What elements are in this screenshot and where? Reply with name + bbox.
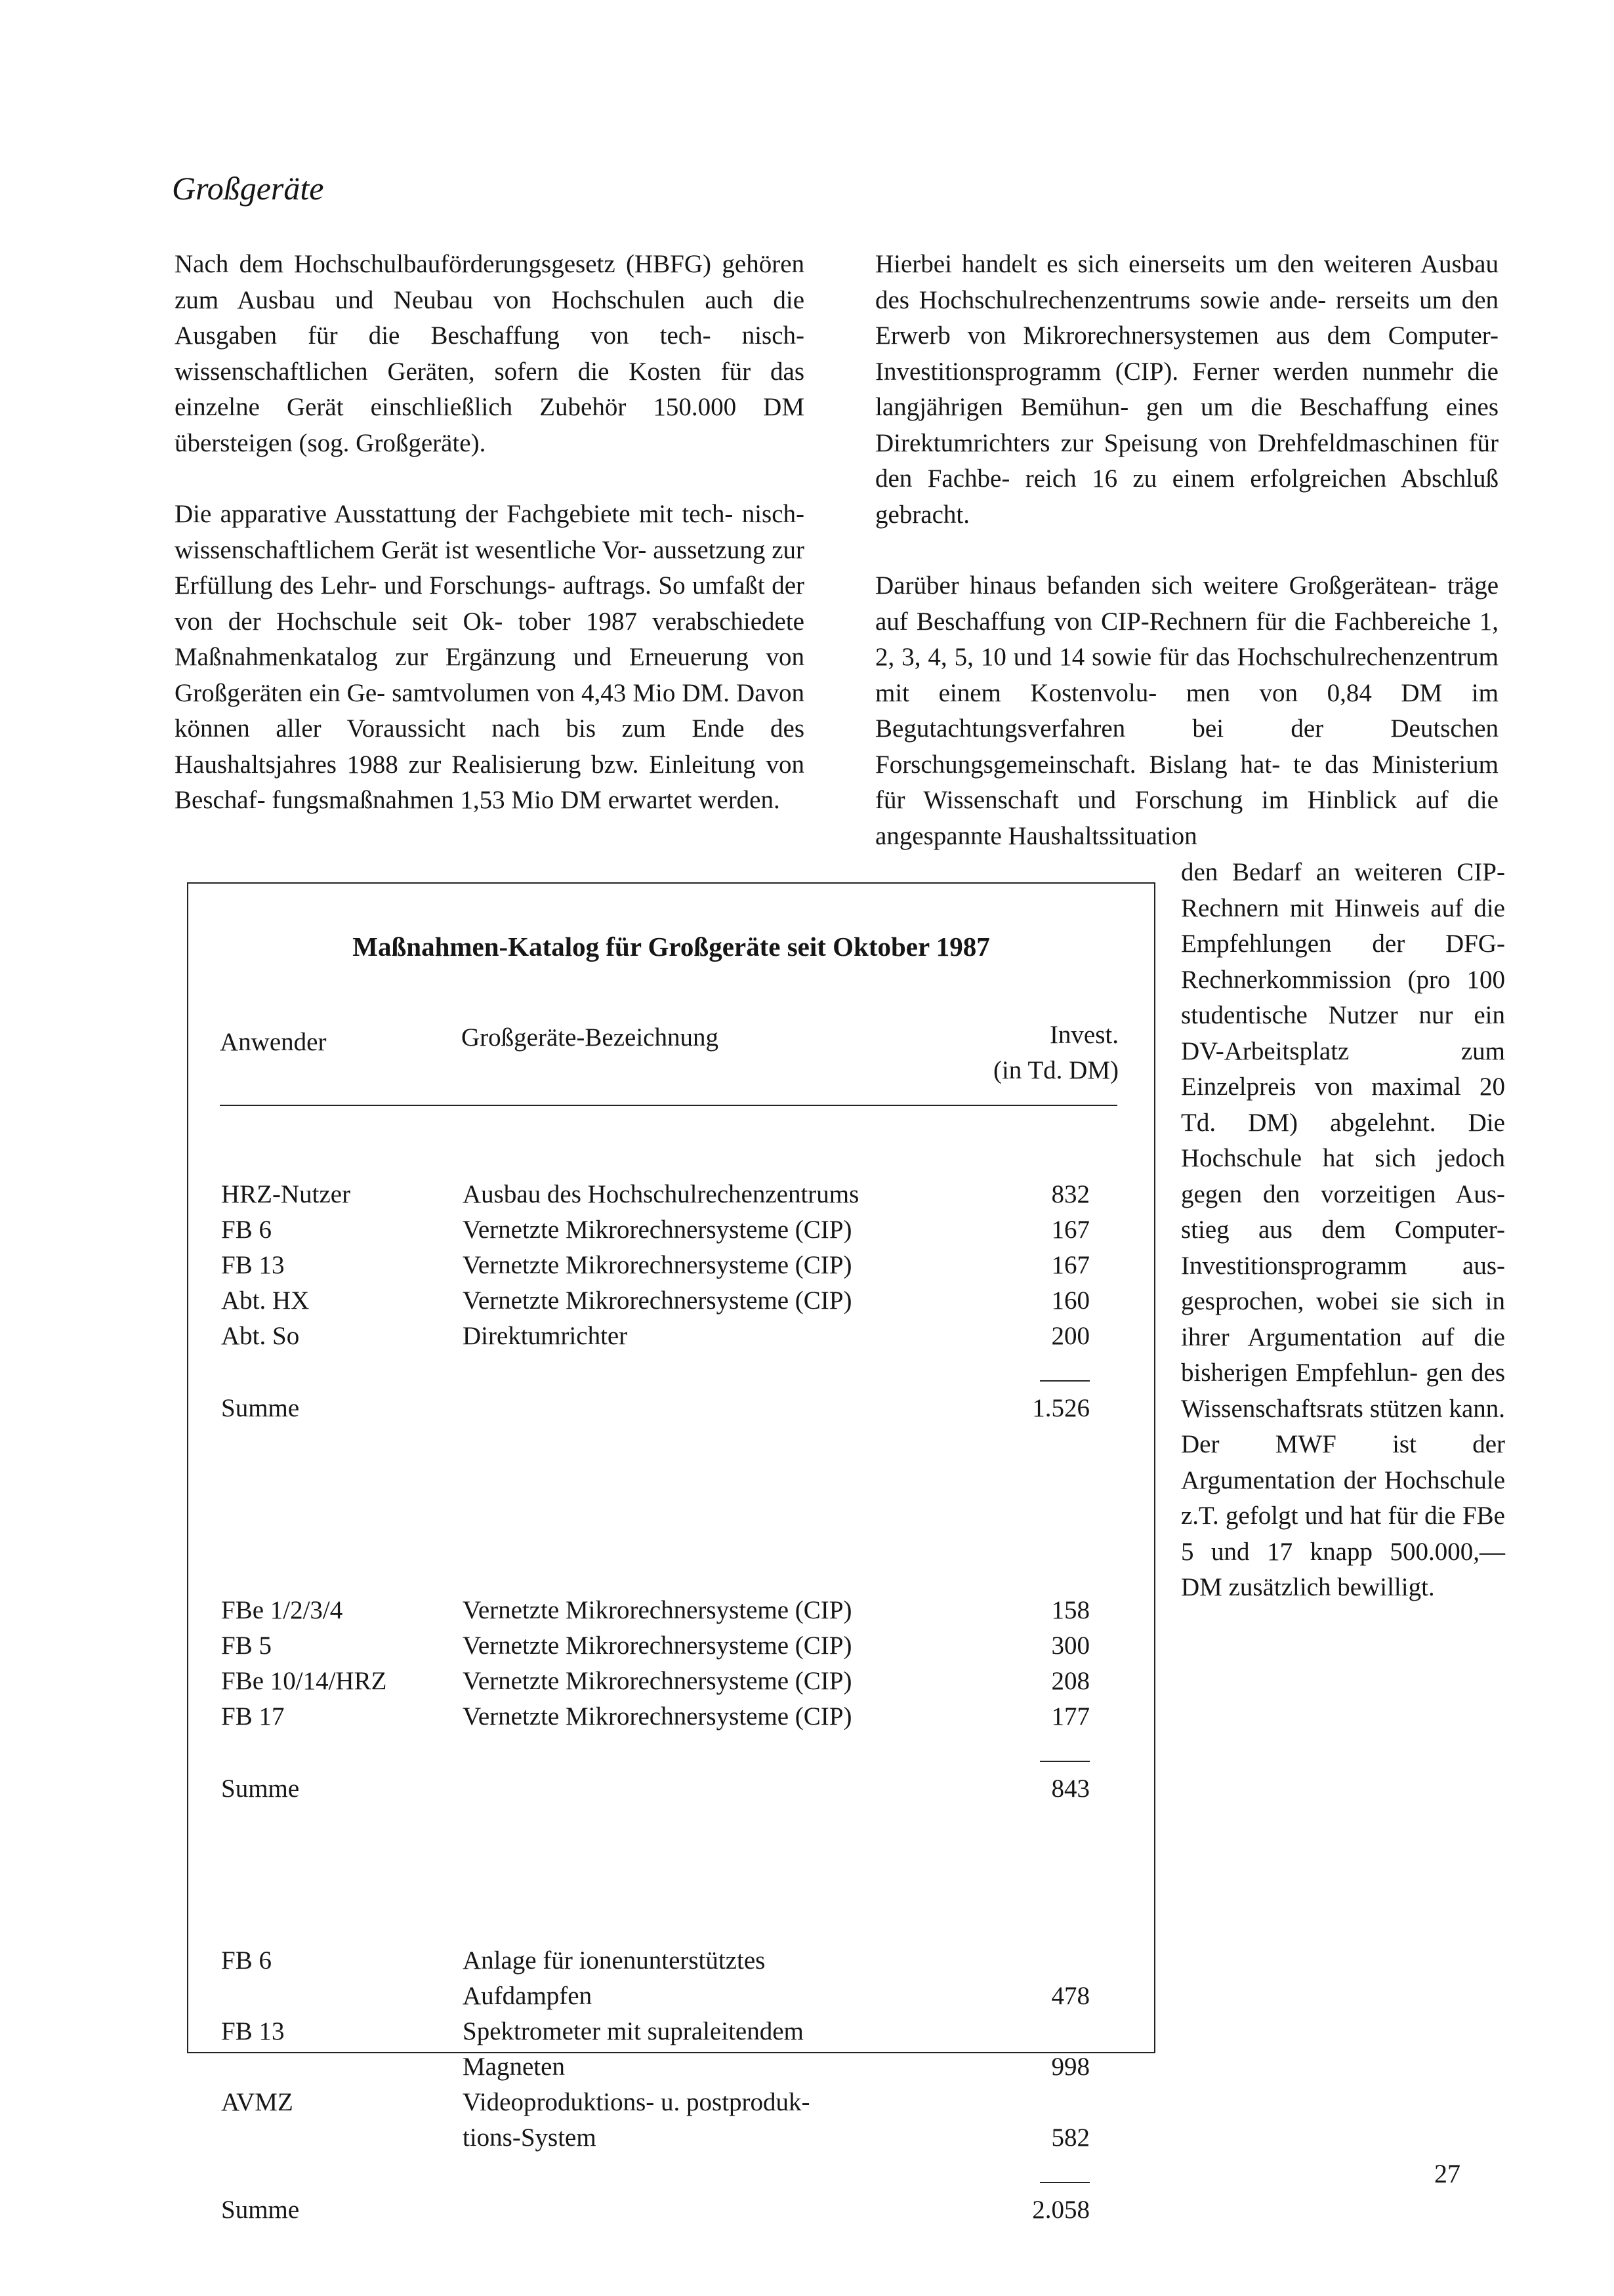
narrow-text-column (1181, 855, 1505, 1606)
cell-name (463, 1628, 852, 1664)
cell-invest: 832 (1051, 1180, 1090, 1208)
text-line: men von 0,84 DM im Begutachtungsverfahren bei (875, 678, 1499, 743)
cell-invest: 208 (1051, 1667, 1090, 1695)
text-line: im Hinblick auf die angespannte Haushaltssituation (875, 786, 1499, 850)
text-line: für das einzelne Gerät einschließlich Zubehör 150.000 (175, 357, 804, 421)
sum-value: 1.526 (1032, 1394, 1090, 1422)
catalog-table-box (187, 882, 1155, 2224)
sum-rule (1040, 1761, 1090, 1762)
text-line: DM übersteigen (sog. Großgeräte). (175, 393, 805, 457)
cell-user: HRZ-Nutzer (221, 1180, 351, 1208)
text-line: aus dem Computer-Investitionsprogramm (CIP). (875, 321, 1499, 386)
column-header-user: Anwender (220, 1028, 327, 1056)
cell-name-line: Vernetzte Mikrorechnersysteme (CIP) (463, 1286, 852, 1315)
paragraph (1181, 855, 1505, 1606)
text-line: Hochschule z.T. gefolgt (1181, 1466, 1505, 1530)
paragraph (875, 247, 1499, 533)
paragraph (175, 497, 804, 819)
text-line: nisch-wissenschaftlichen Geräten, sofern die Kosten (175, 321, 805, 386)
text-line: te das Ministerium für Wissenschaft und Forschung (875, 750, 1499, 814)
text-line: 1988 zur Realisierung bzw. Einleitung von Beschaf- (175, 750, 805, 814)
column-header-invest (993, 1017, 1119, 1088)
cell-name-line: Vernetzte Mikrorechnersysteme (CIP) (463, 1631, 852, 1660)
text-line: Nach dem Hochschulbauförderungsgesetz (HBFG) (175, 250, 712, 278)
cell-name-line: Direktumrichter (463, 1322, 628, 1350)
text-line: Die apparative Ausstattung der Fachgebiete mit tech- (175, 500, 734, 528)
text-line: rerseits um den Erwerb von Mikrorechnersystemen (875, 285, 1499, 350)
cell-name-line: Ausbau des Hochschulrechenzentrums (463, 1180, 859, 1208)
catalog-title: Maßnahmen-Katalog für Großgeräte seit Oktober 1987 (352, 932, 990, 962)
text-line: Rechnerkommission (pro (1181, 965, 1451, 994)
cell-name (463, 1699, 852, 1734)
text-line: gesprochen, wobei sie sich (1181, 1287, 1473, 1315)
text-line: aussetzung zur Erfüllung des Lehr- und Forschungs- (175, 535, 804, 600)
text-line: gen um die Beschaffung eines Direktumrichters zur (875, 393, 1499, 457)
cell-user: FB 13 (221, 1251, 285, 1279)
sum-rule (1040, 2182, 1090, 2183)
cell-name (463, 1664, 852, 1699)
left-text-column (175, 247, 804, 819)
text-line: den Bedarf an weiteren CIP- (1181, 858, 1505, 886)
cell-invest: 177 (1051, 1702, 1090, 1731)
cell-user: FB 5 (221, 1631, 272, 1660)
text-line: Ergänzung und Erneuerung von Großgeräten ein Ge- (175, 643, 805, 707)
cell-name (463, 1943, 765, 2014)
cell-name (463, 1177, 859, 1212)
text-line: fungsmaßnahmen 1,53 Mio DM erwartet werden. (272, 786, 780, 814)
text-line: zusätzlich bewilligt. (1228, 1573, 1435, 1601)
text-line: Speisung von Drehfeldmaschinen für den Fachbe- (875, 428, 1499, 493)
cell-name (463, 1319, 627, 1354)
column-header-invest-line1: Invest. (1049, 1021, 1119, 1049)
cell-name-line: tions-System (463, 2123, 596, 2152)
text-line: 17 knapp 500.000,— DM (1181, 1537, 1505, 1601)
text-line: Ausbau des Hochschulrechenzentrums sowie ande- (875, 250, 1499, 314)
cell-invest: 300 (1051, 1631, 1090, 1660)
text-line: der Argumentation der (1181, 1430, 1505, 1494)
cell-invest: 167 (1051, 1251, 1090, 1279)
text-line: träge auf Beschaffung von CIP-Rechnern für die (875, 571, 1499, 636)
paragraph (175, 247, 804, 461)
cell-user: AVMZ (221, 2088, 293, 2116)
cell-invest: 478 (1051, 1982, 1090, 2010)
text-line: Fachbereiche 1, 2, 3, 4, 5, 10 und 14 sowie für das (875, 607, 1499, 671)
text-line: Hierbei handelt es sich einerseits um den weiteren (875, 250, 1413, 278)
sum-rule (1040, 1380, 1090, 1382)
cell-name (463, 1283, 852, 1319)
cell-invest: 167 (1051, 1216, 1090, 1244)
text-line: Hochschulrechenzentrum mit einem Kostenvolu- (875, 643, 1499, 707)
sum-label: Summe (221, 1774, 300, 1803)
page-number: 27 (1434, 2159, 1460, 2188)
cell-name-line: Vernetzte Mikrorechnersysteme (CIP) (463, 1667, 852, 1695)
right-text-column (875, 247, 1499, 854)
text-line: tober 1987 verabschiedete Maßnahmenkatalog zur (175, 607, 804, 671)
text-line: gehören zum Ausbau und Neubau von Hochschulen (175, 250, 805, 314)
sum-label: Summe (221, 2196, 300, 2224)
cell-name-line: Videoproduktions- u. postproduk- (463, 2088, 810, 2116)
text-line: in ihrer Argumentation auf (1181, 1287, 1505, 1351)
text-line: und hat für die FBe 5 und (1181, 1502, 1505, 1566)
cell-name (463, 2014, 804, 2085)
text-line: auch die Ausgaben für die Beschaffung von tech- (175, 285, 805, 350)
paragraph (875, 568, 1499, 854)
cell-name-line: Spektrometer mit supraleitendem (463, 2017, 804, 2045)
text-line: reich 16 zu einem erfolgreichen Abschluß gebracht. (875, 464, 1499, 529)
cell-user: FBe 10/14/HRZ (221, 1667, 387, 1695)
text-line: die Empfehlungen der DFG- (1181, 893, 1505, 958)
sum-label: Summe (221, 1394, 300, 1422)
cell-user: FB 17 (221, 1702, 285, 1731)
text-line: stieg aus dem Computer- (1181, 1216, 1505, 1244)
cell-invest: 998 (1051, 2053, 1090, 2081)
cell-user: FB 13 (221, 2017, 285, 2045)
text-line: stützen kann. Der MWF ist (1181, 1394, 1506, 1458)
sum-value: 843 (1051, 1774, 1090, 1803)
text-line: auftrags. So umfaßt der von der Hochschule seit Ok- (175, 571, 804, 636)
text-line: der Deutschen Forschungsgemeinschaft. Bislang hat- (875, 714, 1499, 779)
text-line: Td. DM) abgelehnt. Die (1181, 1108, 1505, 1137)
sum-value: 2.058 (1032, 2196, 1090, 2224)
text-line: Hochschule hat sich jedoch (1181, 1144, 1505, 1172)
text-line: Voraussicht nach bis zum Ende des Haushaltsjahres (175, 714, 804, 779)
header-divider (220, 1105, 1117, 1106)
cell-name (463, 2085, 810, 2156)
cell-invest: 160 (1051, 1286, 1090, 1315)
section-heading: Großgeräte (172, 170, 324, 207)
cell-invest: 200 (1051, 1322, 1090, 1350)
cell-name (463, 1212, 852, 1248)
text-line: die bisherigen Empfehlun- (1181, 1322, 1505, 1387)
cell-invest: 158 (1051, 1596, 1090, 1624)
cell-name-line: Aufdampfen (463, 1982, 592, 2010)
text-line: ein DV-Arbeitsplatz zum (1181, 1001, 1506, 1065)
cell-user: FBe 1/2/3/4 (221, 1596, 343, 1624)
cell-user: FB 6 (221, 1216, 272, 1244)
cell-name (463, 1593, 852, 1628)
cell-name-line: Vernetzte Mikrorechnersysteme (CIP) (463, 1216, 852, 1244)
cell-user: FB 6 (221, 1946, 272, 1975)
cell-name (463, 1248, 852, 1283)
cell-name-line: Vernetzte Mikrorechnersysteme (CIP) (463, 1702, 852, 1731)
text-line: gegen den vorzeitigen Aus- (1181, 1179, 1505, 1208)
text-line: Ferner werden nunmehr die langjährigen Bemühun- (875, 357, 1499, 421)
cell-invest: 582 (1051, 2123, 1090, 2152)
cell-name-line: Anlage für ionenunterstütztes (463, 1946, 766, 1975)
column-header-invest-line2: (in Td. DM) (993, 1056, 1119, 1084)
text-line: Investitionsprogramm aus- (1181, 1251, 1505, 1280)
text-line: gen des Wissenschaftsrats (1181, 1359, 1506, 1423)
cell-user: Abt. So (221, 1322, 300, 1350)
text-line: nisch-wissenschaftlichem Gerät ist wesentliche Vor- (175, 500, 804, 564)
cell-name-line: Vernetzte Mikrorechnersysteme (CIP) (463, 1251, 852, 1279)
column-header-name: Großgeräte-Bezeichnung (461, 1023, 718, 1052)
text-line: samtvolumen von 4,43 Mio DM. Davon können aller (175, 678, 805, 743)
text-line: Darüber hinaus befanden sich weitere Großgerätean- (875, 571, 1437, 600)
cell-name-line: Vernetzte Mikrorechnersysteme (CIP) (463, 1596, 852, 1624)
text-line: Einzelpreis von maximal 20 (1181, 1073, 1505, 1101)
cell-name-line: Magneten (463, 2053, 565, 2081)
cell-user: Abt. HX (221, 1286, 310, 1315)
text-line: 100 studentische Nutzer nur (1181, 965, 1505, 1029)
text-line: Rechnern mit Hinweis auf (1181, 893, 1464, 922)
